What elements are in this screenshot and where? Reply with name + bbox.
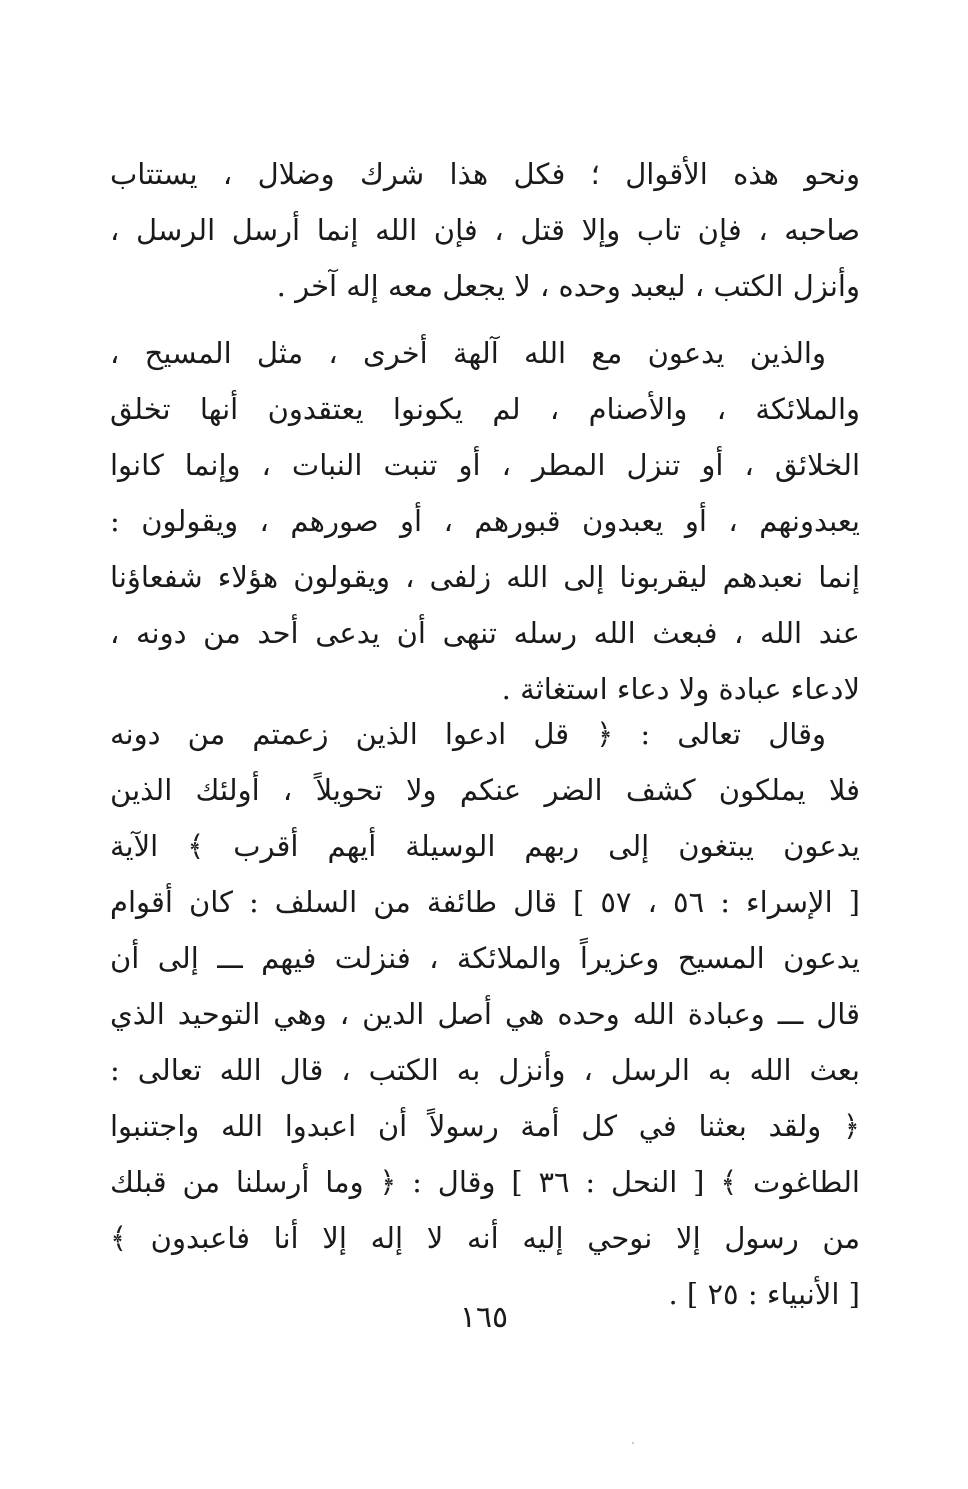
text-line: وأنزل الكتب ، ليعبد وحده ، لا يجعل معه إله آخر . xyxy=(276,269,860,303)
paragraph-2 xyxy=(110,325,860,717)
text-line: يدعون يبتغون إلى ربهم الوسيلة أيهم أقرب ﴾ الآية xyxy=(110,829,860,863)
paragraph-1 xyxy=(110,146,860,314)
text-line: والذين يدعون مع الله آلهة أخرى ، مثل المسيح ، xyxy=(110,336,826,370)
text-line: بعث الله به الرسل ، وأنزل به الكتب ، قال الله تعالى : xyxy=(110,1053,860,1087)
scan-speck xyxy=(632,1442,634,1444)
page-number: ١٦٥ xyxy=(459,1300,509,1335)
text-line: الطاغوت ﴾ [ النحل : ٣٦ ] وقال : ﴿ وما أرسلنا من قبلك xyxy=(110,1165,860,1199)
text-line: يعبدونهم ، أو يعبدون قبورهم ، أو صورهم ، ويقولون : xyxy=(110,504,860,538)
paragraph-3 xyxy=(110,706,860,1322)
text-line: عند الله ، فبعث الله رسله تنهى أن يدعى أحد من دونه ، xyxy=(110,616,860,650)
text-line: والملائكة ، والأصنام ، لم يكونوا يعتقدون أنها تخلق xyxy=(110,392,860,426)
text-line: يدعون المسيح وعزيراً والملائكة ، فنزلت فيهم ـــ إلى أن xyxy=(110,941,860,975)
text-line: [ الأنبياء : ٢٥ ] . xyxy=(668,1277,860,1311)
text-line: الخلائق ، أو تنزل المطر ، أو تنبت النبات ، وإنما كانوا xyxy=(110,448,860,482)
text-line: من رسول إلا نوحي إليه أنه لا إله إلا أنا فاعبدون ﴾ xyxy=(110,1221,860,1255)
text-line: ﴿ ولقد بعثنا في كل أمة رسولاً أن اعبدوا الله واجتنبوا xyxy=(110,1109,860,1143)
text-line: لادعاء عبادة ولا دعاء استغاثة . xyxy=(501,672,860,706)
text-line: وقال تعالى : ﴿ قل ادعوا الذين زعمتم من دونه xyxy=(110,717,826,751)
text-line: فلا يملكون كشف الضر عنكم ولا تحويلاً ، أولئك الذين xyxy=(110,773,860,807)
text-line: إنما نعبدهم ليقربونا إلى الله زلفى ، ويقولون هؤلاء شفعاؤنا xyxy=(110,560,860,594)
text-line: صاحبه ، فإن تاب وإلا قتل ، فإن الله إنما أرسل الرسل ، xyxy=(110,213,860,247)
text-line: قال ـــ وعبادة الله وحده هي أصل الدين ، وهي التوحيد الذي xyxy=(110,997,860,1031)
text-line: [ الإسراء : ٥٦ ، ٥٧ ] قال طائفة من السلف : كان أقوام xyxy=(110,885,860,919)
text-line: ونحو هذه الأقوال ؛ فكل هذا شرك وضلال ، يستتاب xyxy=(110,157,860,191)
